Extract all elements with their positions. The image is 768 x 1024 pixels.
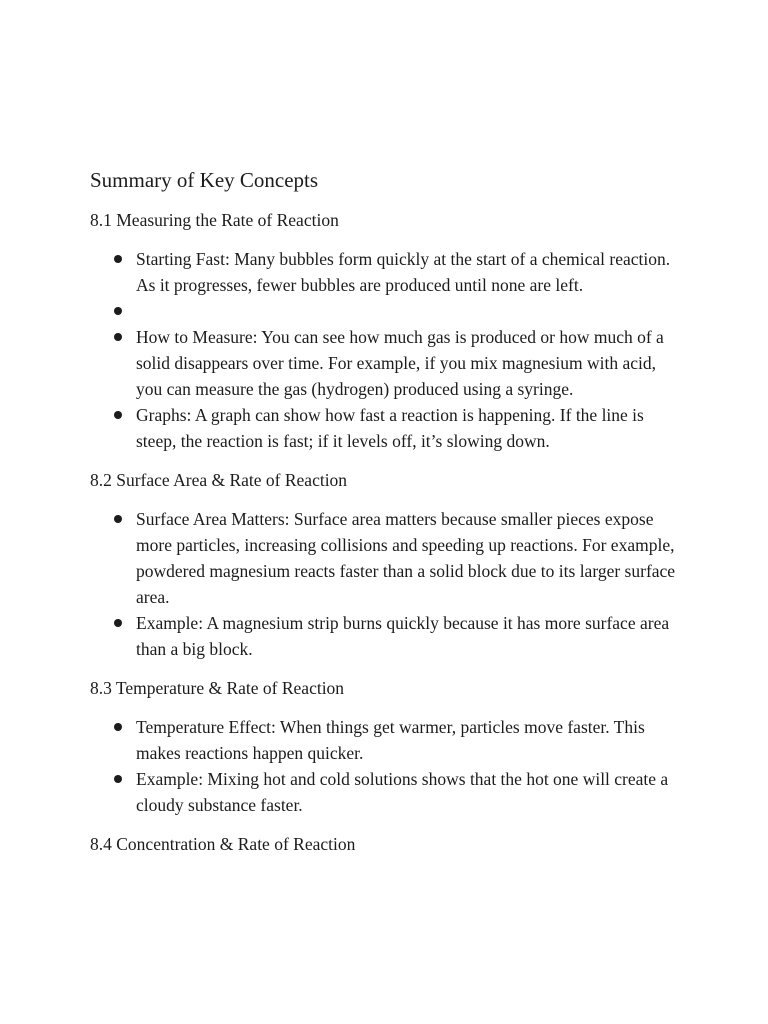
document-title: Summary of Key Concepts	[90, 168, 319, 192]
bullet-dot-icon	[114, 775, 122, 783]
bullet-text: How to Measure: You can see how much gas is produced or how much of a solid disappears over time. For example, if you mix magnesium with acid, you can measure the gas (hydrogen) produced using a syringe.	[136, 327, 664, 399]
bullet-dot-icon	[114, 619, 122, 627]
bullet-text: Temperature Effect: When things get warmer, particles move faster. This makes reactions happen quicker.	[136, 717, 645, 763]
list-item	[90, 402, 684, 454]
bullet-text: Example: Mixing hot and cold solutions shows that the hot one will create a cloudy substance faster.	[136, 769, 669, 815]
list-item	[90, 714, 684, 766]
bullet-dot-icon	[114, 255, 122, 263]
bullet-list	[90, 246, 690, 454]
list-item	[90, 766, 684, 818]
list-item	[90, 298, 684, 324]
section-heading: 8.4 Concentration & Rate of Reaction	[90, 834, 356, 854]
section-heading: 8.2 Surface Area & Rate of Reaction	[90, 470, 348, 490]
bullet-text: Example: A magnesium strip burns quickly because it has more surface area than a big block.	[136, 613, 670, 659]
bullet-dot-icon	[114, 515, 122, 523]
section-heading: 8.3 Temperature & Rate of Reaction	[90, 678, 345, 698]
document-page	[90, 166, 690, 870]
list-item	[90, 610, 684, 662]
list-item	[90, 324, 684, 402]
bullet-text: Starting Fast: Many bubbles form quickly at the start of a chemical reaction. As it progresses, fewer bubbles are produced until none are left.	[136, 249, 671, 295]
section-heading: 8.1 Measuring the Rate of Reaction	[90, 210, 339, 230]
bullet-list	[90, 506, 690, 662]
bullet-dot-icon	[114, 411, 122, 419]
list-item	[90, 246, 684, 298]
bullet-list	[90, 714, 690, 818]
bullet-dot-icon	[114, 723, 122, 731]
bullet-dot-icon	[114, 307, 122, 315]
bullet-text: Graphs: A graph can show how fast a reaction is happening. If the line is steep, the reaction is fast; if it levels off, it’s slowing down.	[136, 405, 644, 451]
list-item	[90, 506, 684, 610]
bullet-dot-icon	[114, 333, 122, 341]
bullet-text: Surface Area Matters: Surface area matters because smaller pieces expose more particles, increasing collisions and speeding up reactions. For example, powdered magnesium reacts faster than a solid block due to its larger surface area.	[136, 509, 676, 607]
